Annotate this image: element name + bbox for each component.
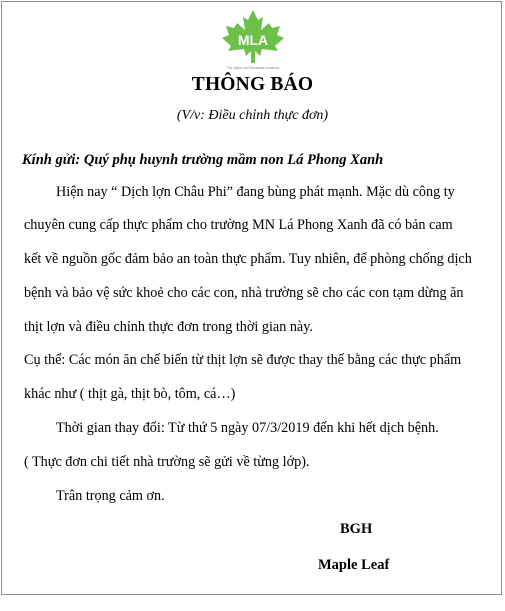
maple-leaf-icon (217, 8, 289, 72)
maple-leaf-logo (217, 8, 289, 72)
signature-org: BGH (340, 521, 373, 537)
logo-text: MLA (237, 32, 269, 48)
body-line: thịt lợn và điều chỉnh thực đơn trong thời gian này. (24, 319, 313, 335)
logo-tagline: The Maple Leaf Montessori Academy (226, 66, 280, 70)
signature-name: Maple Leaf (318, 557, 390, 573)
page-title: THÔNG BÁO (191, 74, 314, 95)
body-line: ( Thực đơn chi tiết nhà trường sẽ gửi về từng lớp). (24, 454, 310, 470)
greeting-line: Kính gửi: Quý phụ huynh trường mầm non Lá Phong Xanh (22, 152, 384, 168)
body-line: bệnh và bảo vệ sức khoẻ cho các con, nhà trường sẽ cho các con tạm dừng ăn (24, 285, 464, 301)
body-line: Cụ thể: Các món ăn chế biến từ thịt lợn sẽ được thay thế bằng các thực phẩm (24, 352, 462, 368)
body-line: Thời gian thay đổi: Từ thứ 5 ngày 07/3/2019 đến khi hết dịch bệnh. (56, 420, 439, 436)
body-line: khác như ( thịt gà, thịt bò, tôm, cá…) (24, 386, 236, 402)
body-line: Hiện nay “ Dịch lợn Châu Phi” đang bùng phát mạnh. Mặc dù công ty (56, 184, 455, 200)
closing-line: Trân trọng cảm ơn. (56, 488, 165, 504)
body-line: kết về nguồn gốc đảm bảo an toàn thực phẩm. Tuy nhiên, để phòng chống dịch (24, 251, 472, 267)
body-line: chuyên cung cấp thực phẩm cho trường MN Lá Phong Xanh đã có bản cam (24, 217, 453, 233)
page-subtitle: (V/v: Điều chỉnh thực đơn) (176, 108, 329, 123)
